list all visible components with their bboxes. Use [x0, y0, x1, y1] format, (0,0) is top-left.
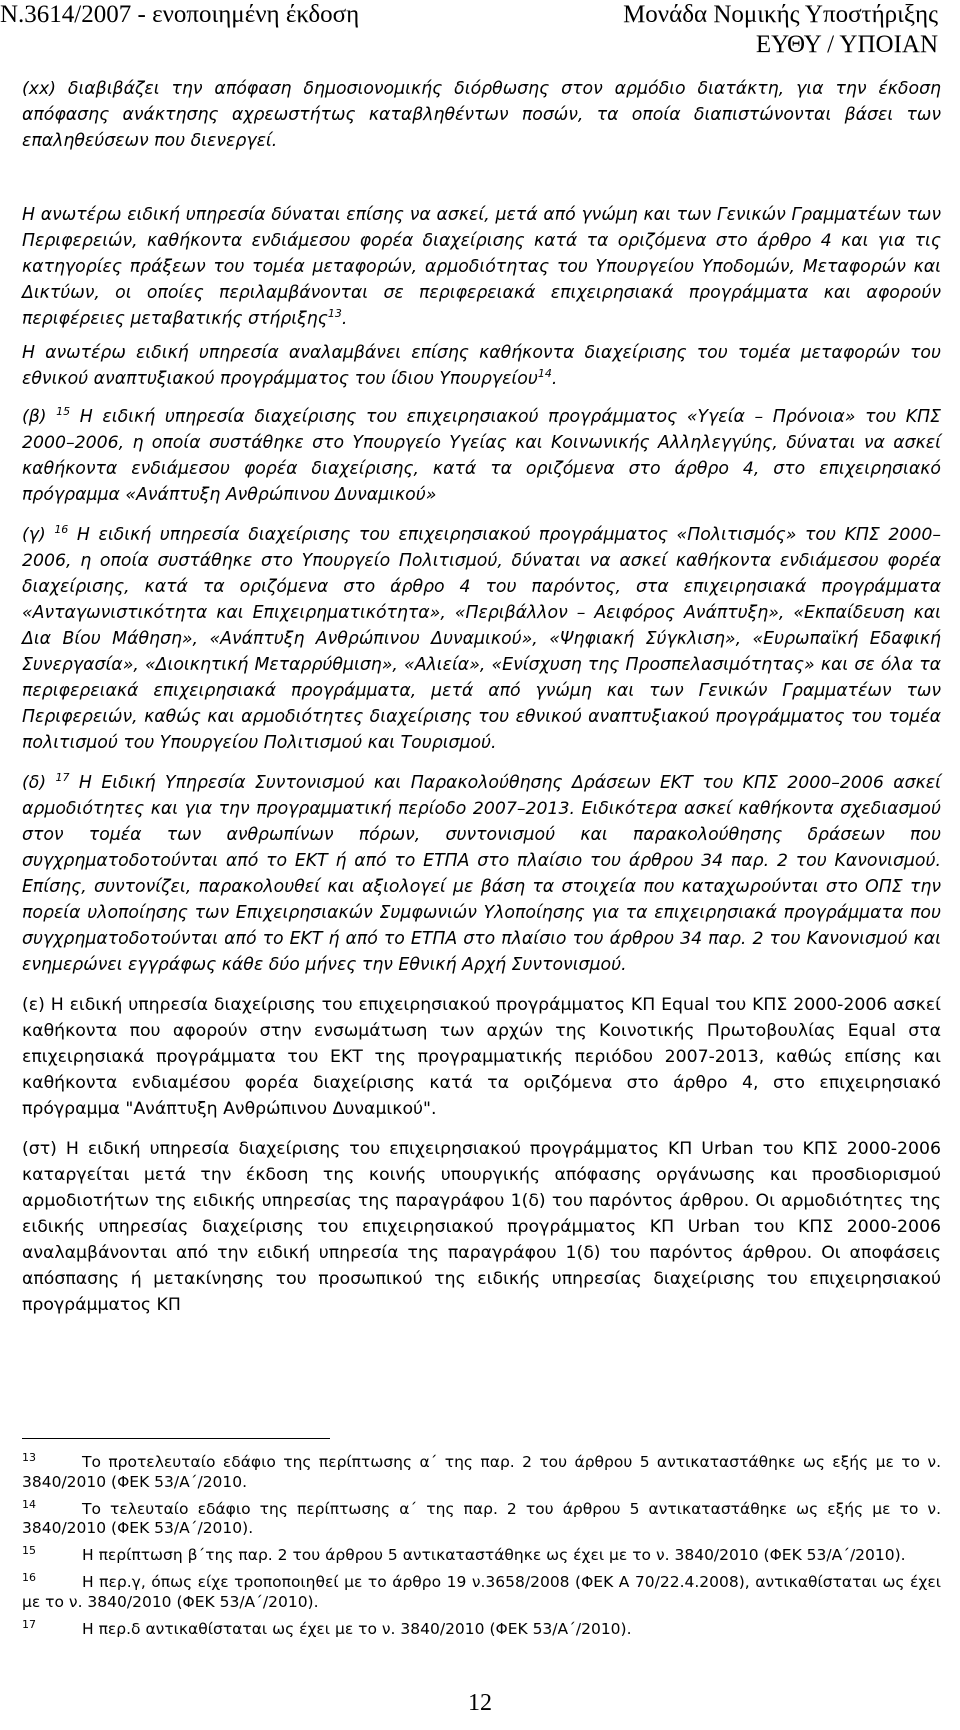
footnote-number: 17: [22, 1617, 36, 1631]
paragraph-a-transport-text: Η ανωτέρω ειδική υπηρεσία δύναται επίσης να ασκεί, μετά από γνώμη και των Γενικών Γραμματέων των Περιφερειών, καθήκοντα ενδιάμεσου φορέα διαχείρισης κατά τα οριζόμενα στο άρθρο 4 και για τις κατηγορίες πράξεων του τομέα μεταφορών, αρμοδιότητας του Υπουργείου Υποδομών, Μεταφορών και Δικτύων, οι οποίες περιλαμβάνονται σε περιφερειακά επιχειρησιακά προγράμματα και αφορούν περιφέρειες μεταβατικής στήριξης: [22, 205, 941, 329]
paragraph-g: [22, 522, 941, 756]
paragraph-g-label: (γ): [22, 525, 46, 545]
footnote-17: [22, 1615, 941, 1640]
footnote-number: 16: [22, 1570, 36, 1584]
paragraph-a-national-text: Η ανωτέρω ειδική υπηρεσία αναλαμβάνει επίσης καθήκοντα διαχείρισης του τομέα μεταφορών του εθνικού αναπτυξιακού προγράμματος του ίδιου Υπουργείου: [22, 343, 941, 389]
footnote-text: Η περ.δ αντικαθίσταται ως έχει με το ν. 3840/2010 (ΦΕΚ 53/Α΄/2010).: [82, 1619, 632, 1638]
page-number: 12: [468, 1690, 492, 1716]
footnote-text: Το προτελευταίο εδάφιο της περίπτωσης α΄ της παρ. 2 του άρθρου 5 αντικαταστάθηκε ως εξής με το ν. 3840/2010 (ΦΕΚ 53/Α΄/2010.: [22, 1453, 941, 1491]
paragraph-e: (ε) Η ειδική υπηρεσία διαχείρισης του επιχειρησιακού προγράμματος ΚΠ Equal του ΚΠΣ 2000-2006 ασκεί καθήκοντα που αφορούν στην ενσωμάτωση των αρχών της Κοινοτικής Πρωτοβουλίας Equal στα επιχειρησιακά προγράμματα του ΕΚΤ της προγραμματικής περιόδου 2007-2013, καθώς επίσης και καθήκοντα ενδιαμέσου φορέα διαχείρισης κατά τα οριζόμενα στο άρθρο 4, στο επιχειρησιακό πρόγραμμα "Ανάπτυξη Ανθρώπινου Δυναμικού".: [22, 995, 941, 1119]
footnote-16: [22, 1568, 941, 1613]
footnote-13: [22, 1448, 941, 1493]
paragraph-xx: (xx) διαβιβάζει την απόφαση δημοσιονομικής διόρθωσης στον αρμόδιο διατάκτη, για την έκδοση απόφασης ανάκτησης αχρεωστήτως καταβληθέντων ποσών, τα οποία διαπιστώνονται βάσει των επαληθεύσεων που διενεργεί.: [22, 79, 941, 151]
footnotes: [22, 1448, 941, 1641]
footnote-15: [22, 1541, 941, 1566]
footnote-text: Η περίπτωση β΄της παρ. 2 του άρθρου 5 αντικαταστάθηκε ως έχει με το ν. 3840/2010 (ΦΕΚ 53/Α΄/2010).: [82, 1546, 906, 1565]
paragraph-g-text: Η ειδική υπηρεσία διαχείρισης του επιχειρησιακού προγράμματος «Πολιτισμός» του ΚΠΣ 2000–2006, η οποία συστάθηκε στο Υπουργείο Πολιτισμού, δύναται να ασκεί καθήκοντα ενδιάμεσου φορέα διαχείρισης, κατά τα οριζόμενα στο άρθρο 4 του παρόντος, στα επιχειρησιακά προγράμματα «Ανταγωνιστικότητα και Επιχειρηματικότητα», «Περιβάλλον – Αειφόρος Ανάπτυξη», «Εκπαίδευση και Δια Βίου Μάθηση», «Ανάπτυξη Ανθρώπινου Δυναμικού», «Ψηφιακή Σύγκλιση», «Ευρωπαϊκή Εδαφική Συνεργασία», «Διοικητική Μεταρρύθμιση», «Αλιεία», «Ενίσχυση της Προσπελασιμότητας» και σε όλα τα περιφερειακά επιχειρησιακά προγράμματα, μετά από γνώμη και των Γενικών Γραμματέων των Περιφερειών, καθώς και αρμοδιότητες διαχείρισης του εθνικού αναπτυξιακού προγράμματος του τομέα πολιτισμού του Υπουργείου Πολιτισμού και Τουρισμού.: [22, 525, 942, 753]
footnote-number: 13: [22, 1451, 36, 1464]
footnote-text: Η περ.γ, όπως είχε τροποποιηθεί με το άρθρο 19 ν.3658/2008 (ΦΕΚ Α 70/22.4.2008), αντικαθίσταται ως έχει με το ν. 3840/2010 (ΦΕΚ 53/Α΄/2010).: [22, 1572, 941, 1611]
footnote-14: [22, 1495, 941, 1540]
footnote-ref-14[interactable]: 14: [537, 367, 552, 381]
footnote-ref-13[interactable]: 13: [327, 307, 342, 321]
footnote-number: 15: [22, 1544, 36, 1558]
footnote-separator: [22, 1438, 330, 1439]
header-unit-name: Μονάδα Νομικής Υποστήριξης: [623, 1, 938, 28]
header-unit-code: ΕΥΘΥ / ΥΠΟΙΑΝ: [755, 31, 938, 58]
paragraph-d-text: Η Ειδική Υπηρεσία Συντονισμού και Παρακολούθησης Δράσεων ΕΚΤ του ΚΠΣ 2000–2006 ασκεί αρμοδιότητες και για την προγραμματική περίοδο 2007–2013. Ειδικότερα ασκεί καθήκοντα σχεδιασμού στον τομέα των ανθρωπίνων πόρων, συντονισμού και παρακολούθησης δράσεων που συγχρηματοδοτούνται από το ΕΚΤ ή από το ΕΤΠΑ στο πλαίσιο του άρθρου 34 παρ. 2 του Κανονισμού. Επίσης, συντονίζει, παρακολουθεί και αξιολογεί με βάση τα στοιχεία που καταχωρούνται στο ΟΠΣ την πορεία υλοποίησης των Επιχειρησιακών Συμφωνιών Υλοποίησης για τα επιχειρησιακά προγράμματα που συγχρηματοδοτούνται από το ΕΚΤ ή από το ΕΤΠΑ στο πλαίσιο του άρθρου 34 παρ. 2 του Κανονισμού και ενημερώνει εγγράφως κάθε δύο μήνες την Εθνική Αρχή Συντονισμού.: [22, 773, 941, 975]
footnote-number: 14: [22, 1497, 36, 1511]
footnote-ref-17[interactable]: 17: [55, 771, 70, 785]
paragraph-d-label: (δ): [22, 773, 47, 793]
header-document-title: N.3614/2007 - ενοποιημένη έκδοση: [0, 1, 360, 28]
paragraph-d: [22, 770, 941, 978]
footnote-ref-16[interactable]: 16: [54, 523, 69, 537]
paragraph-b-label: (β): [22, 407, 47, 427]
footnote-ref-15[interactable]: 15: [56, 405, 71, 419]
paragraph-b-text: Η ειδική υπηρεσία διαχείρισης του επιχειρησιακού προγράμματος «Υγεία – Πρόνοια» του ΚΠΣ 2000–2006, η οποία συστάθηκε στο Υπουργείο Υγείας και Κοινωνικής Αλληλεγγύης, δύναται να ασκεί καθήκοντα ενδιάμεσου φορέα διαχείρισης, κατά τα οριζόμενα στο άρθρο 4, στο επιχειρησιακό πρόγραμμα «Ανάπτυξη Ανθρώπινου Δυναμικού»: [22, 407, 941, 505]
paragraph-a-transport: Η ανωτέρω ειδική υπηρεσία δύναται επίσης να ασκεί, μετά από γνώμη και των Γενικών Γραμματέων των Περιφερειών, καθήκοντα ενδιάμεσου φορέα διαχείρισης κατά τα οριζόμενα στο άρθρο 4 και για τις κατηγορίες πράξεων του τομέα μεταφορών, αρμοδιότητας του Υπουργείου Υποδομών, Μεταφορών και Δικτύων, οι οποίες περιλαμβάνονται σε περιφερειακά επιχειρησιακά προγράμματα και αφορούν περιφέρειες μεταβατικής στήριξης$^{13}$.: [22, 205, 941, 329]
paragraph-st: (στ) Η ειδική υπηρεσία διαχείρισης του επιχειρησιακού προγράμματος ΚΠ Urban του ΚΠΣ 2000-2006 καταργείται μετά την έκδοση της κοινής υπουργικής απόφασης οργάνωσης και προσδιορισμού αρμοδιοτήτων της ειδικής υπηρεσίας της παραγράφου 1(δ) του παρόντος άρθρου. Οι αρμοδιότητες της ειδικής υπηρεσίας διαχείρισης του επιχειρησιακού προγράμματος ΚΠ Urban του ΚΠΣ 2000-2006 αναλαμβάνονται από την ειδική υπηρεσία της παραγράφου 1(δ) του παρόντος άρθρου. Οι αποφάσεις απόσπασης ή μετακίνησης του προσωπικού της ειδικής υπηρεσίας διαχείρισης του επιχειρησιακού προγράμματος ΚΠ: [22, 1139, 941, 1315]
footnote-text: Το τελευταίο εδάφιο της περίπτωσης α΄ της παρ. 2 του άρθρου 5 αντικαταστάθηκε ως εξής με το ν. 3840/2010 (ΦΕΚ 53/Α΄/2010).: [22, 1499, 941, 1538]
paragraph-b: [22, 404, 941, 508]
paragraph-a-national: Η ανωτέρω ειδική υπηρεσία αναλαμβάνει επίσης καθήκοντα διαχείρισης του τομέα μεταφορών του εθνικού αναπτυξιακού προγράμματος του ίδιου Υπουργείου$^{14}$.: [22, 343, 941, 389]
document-body: [22, 76, 941, 1318]
